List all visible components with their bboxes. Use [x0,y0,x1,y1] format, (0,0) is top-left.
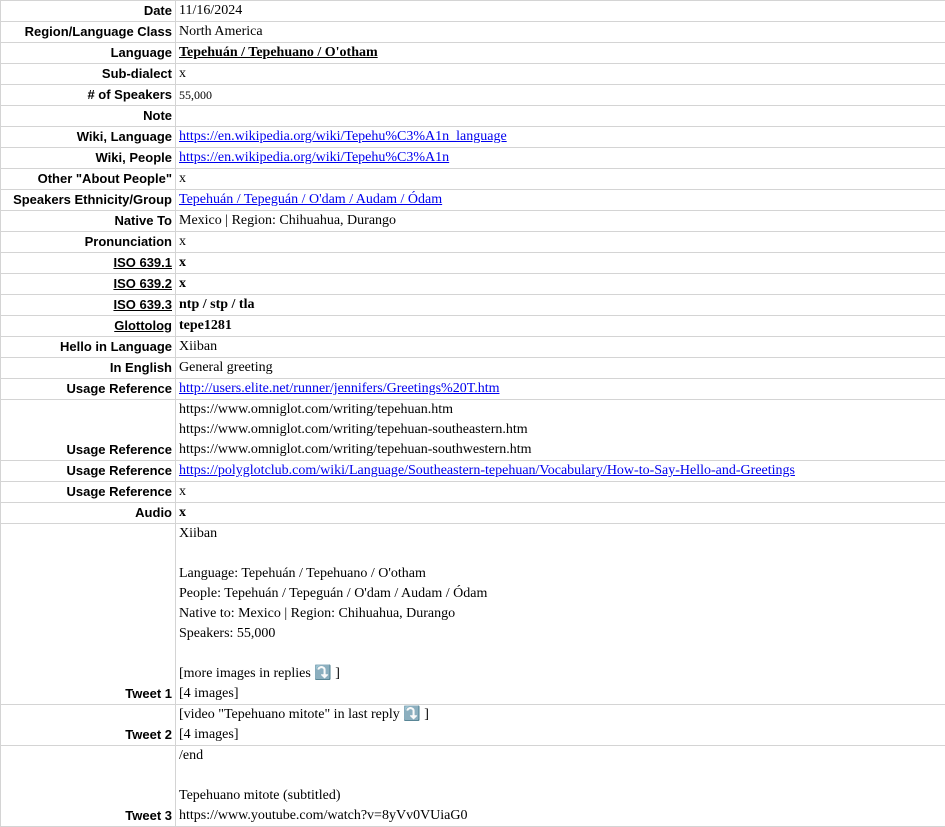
label-usage-ref-3[interactable]: Usage Reference [1,461,176,482]
row-usage-ref-2 [1,400,945,461]
value-language[interactable]: Tepehuán / Tepehuano / O'otham [176,43,945,64]
row-other-about [1,169,945,190]
label-sub-dialect[interactable]: Sub-dialect [1,64,176,85]
tweet1-line [179,544,942,564]
label-in-english[interactable]: In English [1,358,176,379]
label-hello[interactable]: Hello in Language [1,337,176,358]
value-hello[interactable]: Xiiban [176,337,945,358]
row-in-english [1,358,945,379]
row-tweet2 [1,705,945,746]
glottolog-link[interactable]: Glottolog [114,318,172,333]
value-usage-ref-2[interactable] [176,400,945,461]
tweet3-line: https://www.youtube.com/watch?v=8yVv0VUiaG0 [179,806,942,826]
row-region-class [1,22,945,43]
value-usage-ref-1-cell [176,379,945,400]
tweet1-line: [more images in replies ⤵️ ] [179,664,942,684]
usage-ref-2-line: https://www.omniglot.com/writing/tepehuan-southwestern.htm [179,440,942,460]
tweet3-line: /end [179,746,942,766]
iso-6392-link[interactable]: ISO 639.2 [113,276,172,291]
label-iso-6393-cell [1,295,176,316]
label-audio[interactable]: Audio [1,503,176,524]
label-tweet2[interactable]: Tweet 2 [1,705,176,746]
row-pronunciation [1,232,945,253]
label-glottolog-cell [1,316,176,337]
usage-ref-3-link[interactable]: https://polyglotclub.com/wiki/Language/Southeastern-tepehuan/Vocabulary/How-to-Say-Hello-and-Greetings [179,463,795,478]
value-iso-6393[interactable]: ntp / stp / tla [176,295,945,316]
row-speakers [1,85,945,106]
value-ethnicity-cell [176,190,945,211]
label-wiki-people[interactable]: Wiki, People [1,148,176,169]
row-sub-dialect [1,64,945,85]
row-ethnicity [1,190,945,211]
label-tweet1[interactable]: Tweet 1 [1,524,176,705]
value-sub-dialect[interactable]: x [176,64,945,85]
row-tweet3 [1,746,945,827]
label-usage-ref-4[interactable]: Usage Reference [1,482,176,503]
ethnicity-link[interactable]: Tepehuán / Tepeguán / O'dam / Audam / Ódam [179,192,442,207]
tweet3-line: Tepehuano mitote (subtitled) [179,786,942,806]
label-usage-ref-1[interactable]: Usage Reference [1,379,176,400]
row-wiki-people [1,148,945,169]
label-tweet3[interactable]: Tweet 3 [1,746,176,827]
label-region-class[interactable]: Region/Language Class [1,22,176,43]
value-note[interactable] [176,106,945,127]
usage-ref-2-line: https://www.omniglot.com/writing/tepehuan.htm [179,400,942,420]
row-iso-6393 [1,295,945,316]
tweet1-line [179,644,942,664]
value-in-english[interactable]: General greeting [176,358,945,379]
label-iso-6391-cell [1,253,176,274]
wiki-language-link[interactable]: https://en.wikipedia.org/wiki/Tepehu%C3%A1n_language [179,129,507,144]
tweet2-line: [video "Tepehuano mitote" in last reply ⤵️ ] [179,705,942,725]
value-tweet1[interactable] [176,524,945,705]
iso-6393-link[interactable]: ISO 639.3 [113,297,172,312]
value-wiki-people-cell [176,148,945,169]
row-audio [1,503,945,524]
usage-ref-2-line: https://www.omniglot.com/writing/tepehuan-southeastern.htm [179,420,942,440]
label-language[interactable]: Language [1,43,176,64]
value-usage-ref-3-cell [176,461,945,482]
label-iso-6392-cell [1,274,176,295]
value-usage-ref-4[interactable]: x [176,482,945,503]
tweet1-line: Language: Tepehuán / Tepehuano / O'otham [179,564,942,584]
label-native-to[interactable]: Native To [1,211,176,232]
label-speakers[interactable]: # of Speakers [1,85,176,106]
row-usage-ref-4 [1,482,945,503]
tweet2-line: [4 images] [179,725,942,745]
label-other-about[interactable]: Other "About People" [1,169,176,190]
value-audio[interactable]: x [176,503,945,524]
value-iso-6391[interactable]: x [176,253,945,274]
row-iso-6391 [1,253,945,274]
row-note [1,106,945,127]
tweet1-line: People: Tepehuán / Tepeguán / O'dam / Audam / Ódam [179,584,942,604]
row-glottolog [1,316,945,337]
value-tweet2[interactable] [176,705,945,746]
value-iso-6392[interactable]: x [176,274,945,295]
value-glottolog[interactable]: tepe1281 [176,316,945,337]
row-native-to [1,211,945,232]
row-usage-ref-1 [1,379,945,400]
value-pronunciation[interactable]: x [176,232,945,253]
value-speakers[interactable]: 55,000 [176,85,945,106]
tweet1-line: Native to: Mexico | Region: Chihuahua, Durango [179,604,942,624]
usage-ref-1-link[interactable]: http://users.elite.net/runner/jennifers/Greetings%20T.htm [179,381,500,396]
row-wiki-language [1,127,945,148]
value-tweet3[interactable] [176,746,945,827]
value-date[interactable]: 11/16/2024 [176,1,945,22]
value-native-to[interactable]: Mexico | Region: Chihuahua, Durango [176,211,945,232]
tweet3-line [179,766,942,786]
tweet1-line: [4 images] [179,684,942,704]
iso-6391-link[interactable]: ISO 639.1 [113,255,172,270]
value-other-about[interactable]: x [176,169,945,190]
value-region-class[interactable]: North America [176,22,945,43]
row-usage-ref-3 [1,461,945,482]
label-pronunciation[interactable]: Pronunciation [1,232,176,253]
tweet1-line: Xiiban [179,524,942,544]
row-language [1,43,945,64]
row-date [1,1,945,22]
row-hello [1,337,945,358]
wiki-people-link[interactable]: https://en.wikipedia.org/wiki/Tepehu%C3%A1n [179,150,449,165]
row-iso-6392 [1,274,945,295]
label-date[interactable]: Date [1,1,176,22]
value-wiki-language-cell [176,127,945,148]
row-tweet1 [1,524,945,705]
label-ethnicity[interactable]: Speakers Ethnicity/Group [1,190,176,211]
label-wiki-language[interactable]: Wiki, Language [1,127,176,148]
label-note[interactable]: Note [1,106,176,127]
tweet1-line: Speakers: 55,000 [179,624,942,644]
label-usage-ref-2[interactable]: Usage Reference [1,400,176,461]
